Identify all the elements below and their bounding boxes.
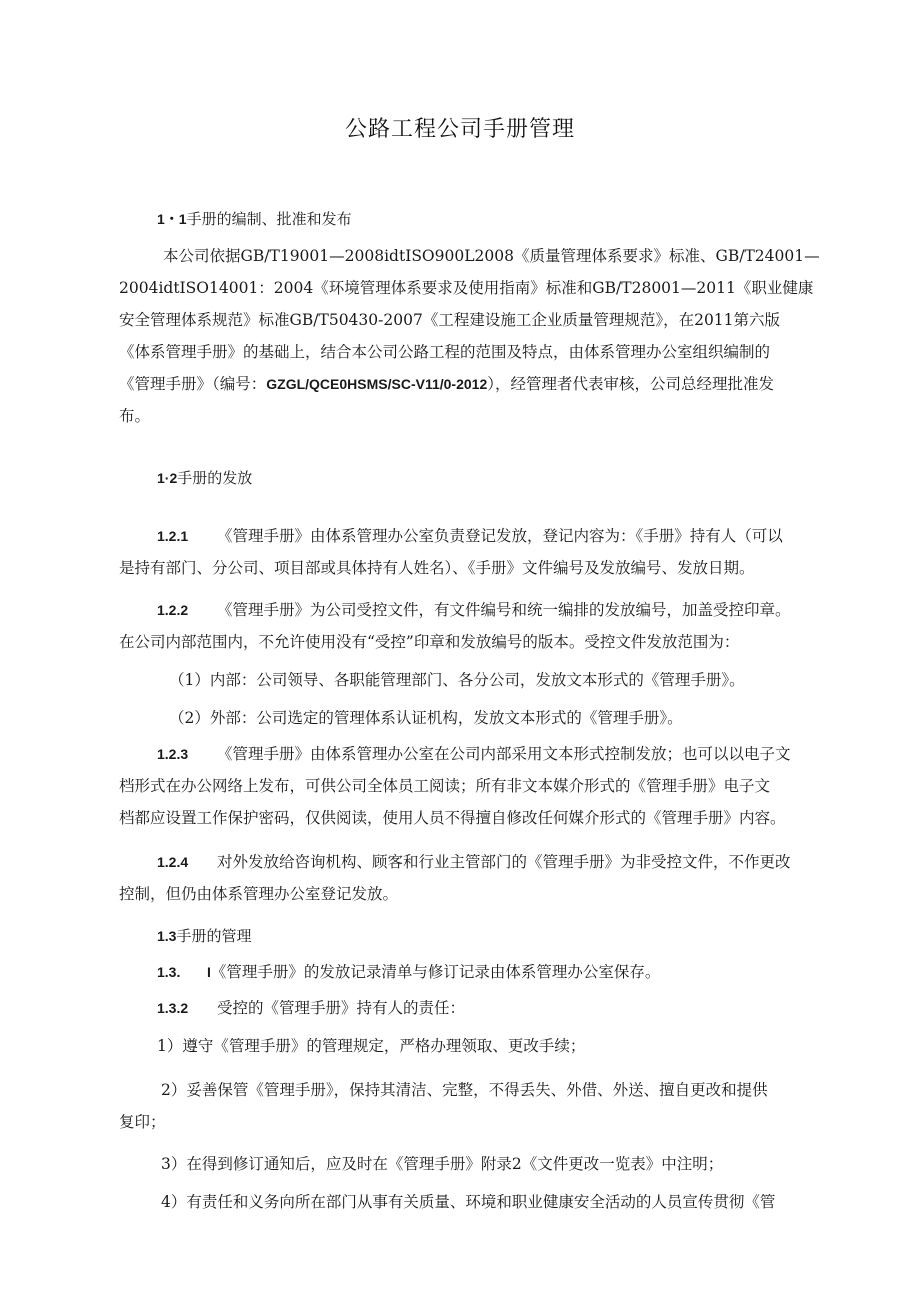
section-title: 手册的编制、批准和发布 [186, 210, 352, 228]
section-heading-1-2 [157, 466, 252, 490]
text-line: 控制，但仍由体系管理办公室登记发放。 [119, 885, 399, 903]
item-1-3-2 [119, 992, 843, 1024]
item-number: 1.2.3 [157, 746, 189, 762]
item-1-2-4 [119, 846, 843, 910]
text-line: 档都应设置工作保护密码，仅供阅读，使用人员不得擅自修改任何媒介形式的《管理手册》内容。 [119, 809, 786, 827]
section-title: 手册的管理 [176, 927, 252, 945]
text-line: 《体系管理手册》的基础上，结合本公司公路工程的范围及特点，由体系管理办公室组织编制的 [119, 343, 771, 361]
text-line: 复印； [119, 1113, 166, 1131]
text-span: ），经管理者代表审核，公司总经理批准发 [487, 375, 774, 393]
paragraph-1-1 [119, 240, 843, 432]
text-line [119, 520, 843, 552]
text-line: 安全管理体系规范》标准GB/T50430-2007《工程建设施工企业质量管理规范》，在2011第六版 [119, 311, 781, 329]
responsibility-1: 1）遵守《管理手册》的管理规定，严格办理领取、更改手续； [157, 1037, 586, 1055]
text-line: 在公司内部范围内，不允许使用没有“受控”印章和发放编号的版本。受控文件发放范围为： [119, 633, 740, 651]
text-line: 布。 [119, 407, 151, 425]
item-1-2-2 [119, 594, 843, 658]
text-line [119, 368, 843, 400]
page-title: 公路工程公司手册管理 [344, 117, 575, 142]
section-heading-1-3 [157, 924, 251, 948]
section-number: 1.3 [157, 928, 177, 944]
responsibility-3: 3）在得到修订通知后，应及时在《管理手册》附录2《文件更改一览表》中注明； [161, 1155, 724, 1173]
section-title: 手册的发放 [177, 469, 253, 487]
text-span: 《管理手册》为公司受控文件，有文件编号和统一编排的发放编号，加盖受控印章。 [217, 601, 791, 619]
item-number: 1.3.2 [157, 1000, 189, 1016]
text-span: 《管理手册》由体系管理办公室在公司内部采用文本形式控制发放；也可以以电子文 [217, 745, 791, 763]
text-line: 2）妥善保管《管理手册》，保持其清洁、完整，不得丢失、外借、外送、擅自更改和提供 [161, 1081, 768, 1099]
sub-item-internal: （1）内部：公司领导、各职能管理部门、各分公司，发放文本形式的《管理手册》。 [169, 671, 745, 689]
item-number: 1.2.1 [157, 528, 189, 544]
text-line: 档形式在办公网络上发布，可供公司全体员工阅读；所有非文本媒介形式的《管理手册》电子文 [119, 777, 771, 795]
text-line [119, 846, 843, 878]
text-line [119, 738, 843, 770]
section-number: 1・1 [157, 211, 187, 227]
responsibility-4: 4）有责任和义务向所在部门从事有关质量、环境和职业健康安全活动的人员宣传贯彻《管 [161, 1193, 776, 1211]
text-line: 2004idtISO14001：2004《环境管理体系要求及使用指南》标准和GB/T28001—2011《职业健康 [119, 279, 814, 297]
text-span: 对外发放给咨询机构、顾客和行业主管部门的《管理手册》为非受控文件，不作更改 [217, 853, 791, 871]
item-number: 1.3. [157, 964, 181, 980]
item-mark: I [207, 964, 211, 980]
text-span: 受控的《管理手册》持有人的责任： [217, 999, 466, 1017]
section-number: 1·2 [157, 470, 178, 486]
item-1-3-1 [119, 956, 843, 988]
text-span: 《管理手册》由体系管理办公室负责登记发放，登记内容为：《手册》持有人（可以 [217, 527, 783, 545]
item-1-2-3 [119, 738, 843, 834]
section-heading-1-1 [157, 207, 352, 231]
text-span: 《管理手册》的发放记录清单与修订记录由体系管理办公室保存。 [210, 963, 661, 981]
text-line: 本公司依据GB/T19001—2008idtISO900L2008《质量管理体系要求》标准、GB/T24001— [163, 247, 820, 265]
responsibility-2 [119, 1074, 843, 1138]
item-number: 1.2.2 [157, 602, 189, 618]
manual-code: GZGL/QCE0HSMS/SC-V11/0-2012 [266, 376, 488, 392]
item-number: 1.2.4 [157, 854, 189, 870]
text-line: 是持有部门、分公司、项目部或具体持有人姓名）、《手册》文件编号及发放编号、发放日期。 [119, 559, 755, 577]
sub-item-external: （2）外部：公司选定的管理体系认证机构，发放文本形式的《管理手册》。 [169, 709, 683, 727]
item-1-2-1 [119, 520, 843, 584]
text-line [119, 594, 843, 626]
text-span: 《管理手册》（编号： [119, 375, 267, 393]
